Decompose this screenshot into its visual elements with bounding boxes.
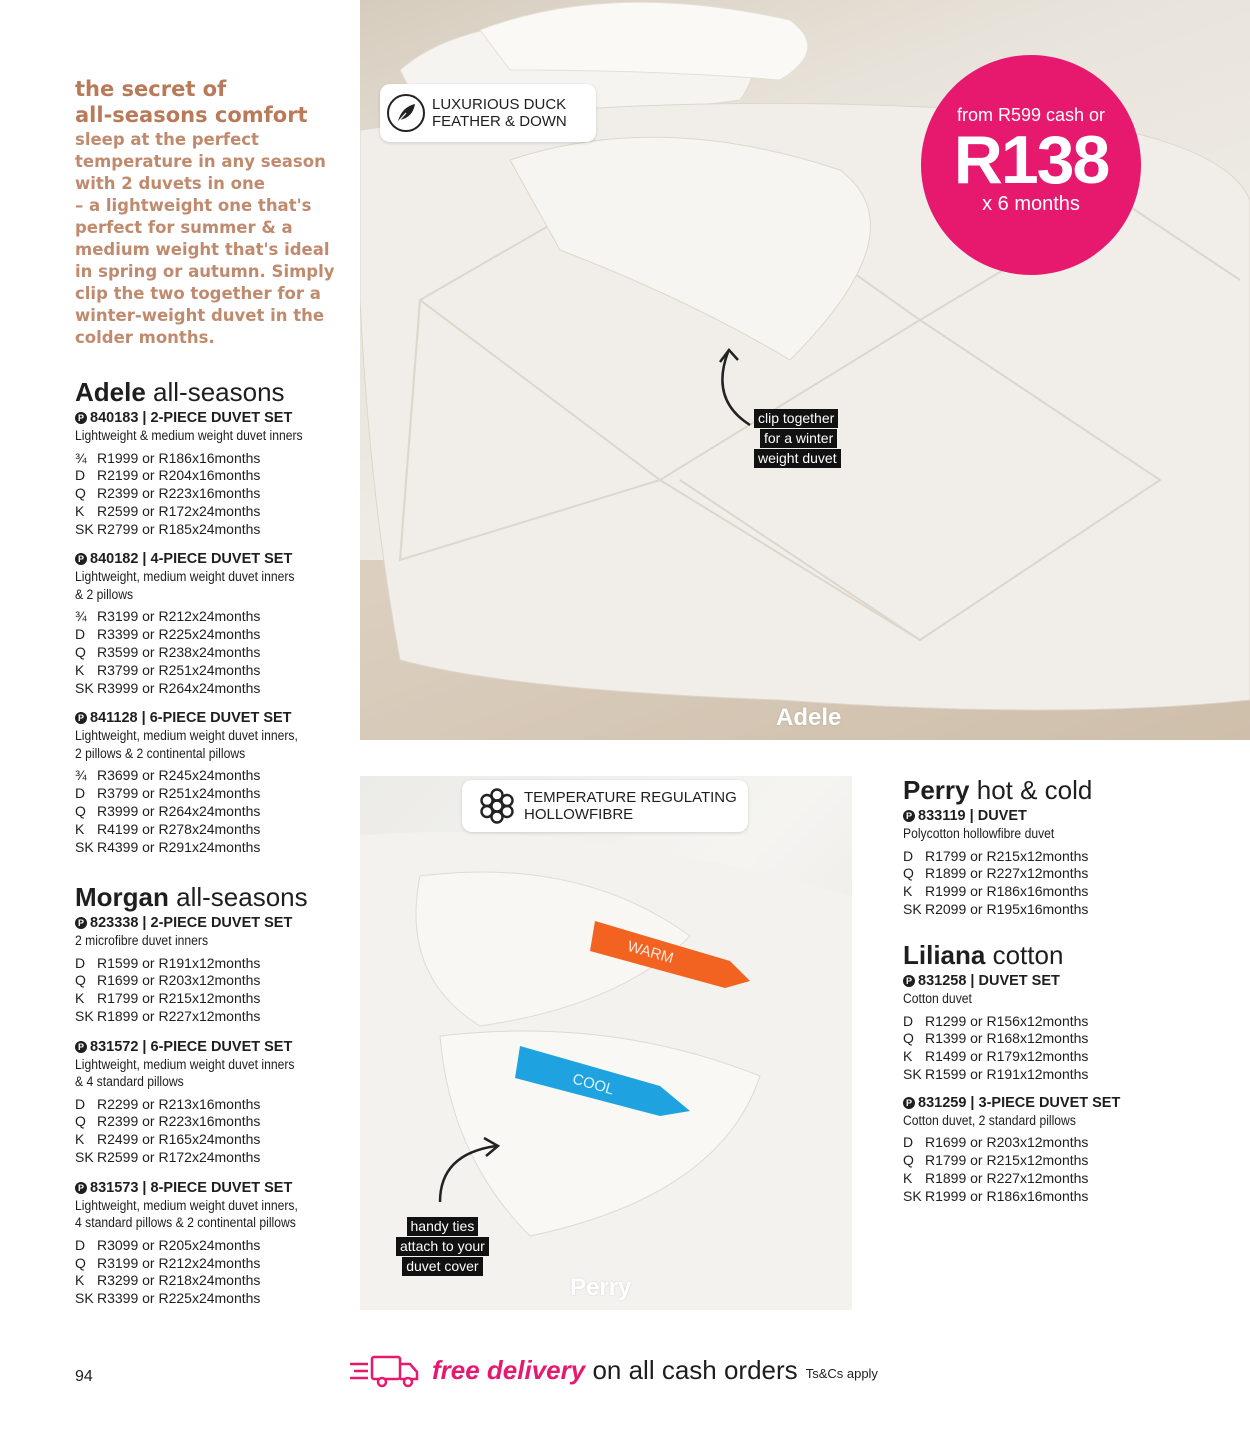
perry-product-photo	[360, 776, 852, 1310]
price-row	[75, 839, 328, 857]
price-row	[75, 803, 328, 821]
set-block	[903, 1094, 1120, 1206]
set-code-line	[75, 1038, 323, 1056]
price-row	[75, 644, 328, 662]
bed-size: Q	[903, 1030, 914, 1047]
callout-ties	[396, 1217, 489, 1277]
price-list	[903, 848, 1092, 919]
delivery-text	[432, 1355, 798, 1386]
set-name: 2-PIECE DUVET SET	[150, 410, 293, 426]
price-list	[75, 1237, 323, 1308]
delivery-free: free delivery	[432, 1354, 586, 1385]
set-description: Cotton duvet, 2 standard pillows	[903, 1112, 1076, 1128]
separator: |	[966, 973, 979, 989]
price-row	[903, 1048, 1120, 1066]
bed-size: D	[75, 626, 86, 643]
bed-size: Q	[75, 1254, 86, 1271]
set-description: Cotton duvet	[903, 991, 972, 1006]
delivery-truck-icon	[350, 1352, 420, 1388]
price-list	[903, 1134, 1120, 1205]
price-row	[903, 1030, 1120, 1048]
product-subtitle: hot & cold	[976, 775, 1093, 805]
price-row	[75, 955, 323, 973]
price-text: R3599 or R238x24months	[97, 644, 261, 661]
product-title	[75, 377, 328, 407]
product-adele	[75, 377, 328, 856]
set-description: Lightweight, medium weight duvet inners,	[75, 1197, 298, 1213]
intro-body	[75, 129, 335, 349]
separator: |	[138, 410, 151, 426]
bed-size: Q	[75, 485, 86, 502]
bed-size: D	[75, 1095, 86, 1112]
price-row	[903, 865, 1092, 883]
set-code-line	[903, 1094, 1120, 1112]
price-row	[75, 972, 323, 990]
badge-temperature	[462, 780, 748, 832]
intro-line: medium weight that's ideal	[75, 240, 330, 259]
price-text: R3999 or R264x24months	[97, 803, 261, 820]
callout-line: duvet cover	[402, 1257, 482, 1276]
image-label-perry: Perry	[570, 1274, 632, 1301]
intro-line: with 2 duvets in one	[75, 174, 265, 193]
bed-size: SK	[903, 900, 922, 917]
price-row	[75, 1149, 323, 1167]
set-name: 2-PIECE DUVET SET	[150, 915, 293, 931]
intro-line: sleep at the perfect	[75, 130, 259, 149]
set-code-line	[75, 409, 328, 427]
price-text: R1699 or R203x12months	[925, 1134, 1089, 1151]
bed-size: K	[75, 990, 85, 1007]
price-text: R3399 or R225x24months	[97, 626, 261, 643]
set-code-line	[903, 807, 1092, 825]
price-text: R1799 or R215x12months	[97, 990, 261, 1007]
price-row	[75, 1113, 323, 1131]
price-text: R3699 or R245x24months	[97, 767, 261, 784]
cool-label: COOL	[570, 1070, 617, 1099]
set-code-line	[75, 550, 328, 568]
set-code: 831573	[90, 1179, 139, 1196]
bed-size: ¾	[75, 767, 87, 784]
free-delivery-banner	[350, 1352, 878, 1388]
product-name: Adele	[75, 377, 146, 407]
bed-size: Q	[903, 865, 914, 882]
price-text: R1999 or R186x16months	[925, 1187, 1089, 1204]
price-text: R1599 or R191x12months	[925, 1065, 1089, 1082]
product-code-icon: P	[903, 975, 915, 987]
price-row	[75, 1255, 323, 1273]
bed-size: D	[903, 1134, 914, 1151]
bed-size: D	[903, 1012, 914, 1029]
price-text: R2299 or R213x16months	[97, 1095, 261, 1112]
set-name: 6-PIECE DUVET SET	[150, 1038, 293, 1055]
bed-size: ¾	[75, 608, 87, 625]
promo-line-1: from R599 cash or	[956, 105, 1106, 125]
separator: |	[138, 1179, 151, 1196]
price-row	[75, 1008, 323, 1026]
set-description: 2 microfibre duvet inners	[75, 933, 209, 948]
delivery-terms: Ts&Cs apply	[805, 1365, 878, 1381]
price-row	[903, 1134, 1120, 1152]
price-row	[75, 1272, 323, 1290]
set-code-line	[903, 972, 1120, 990]
callout-clip	[754, 409, 841, 469]
price-row	[903, 1013, 1120, 1031]
product-code-icon: P	[75, 1182, 87, 1194]
price-row	[75, 1131, 323, 1149]
set-block	[903, 807, 1092, 919]
price-text: R2199 or R204x16months	[97, 467, 261, 484]
set-block	[75, 709, 328, 856]
price-text: R3099 or R205x24months	[97, 1236, 261, 1253]
price-list	[75, 450, 328, 539]
product-name: Liliana	[903, 940, 986, 970]
set-name: 3-PIECE DUVET SET	[978, 1094, 1121, 1111]
set-code: 833119	[918, 808, 966, 824]
price-list	[75, 955, 323, 1026]
set-description: 2 pillows & 2 continental pillows	[75, 745, 246, 761]
price-row	[903, 1170, 1120, 1188]
set-description: Polycotton hollowfibre duvet	[903, 826, 1055, 841]
price-text: R1899 or R227x12months	[925, 865, 1089, 882]
intro-line: clip the two together for a	[75, 284, 321, 303]
intro-line: temperature in any season	[75, 152, 326, 171]
price-text: R3799 or R251x24months	[97, 661, 261, 678]
set-name: DUVET	[977, 808, 1027, 824]
price-text: R1399 or R168x12months	[925, 1030, 1089, 1047]
product-morgan	[75, 882, 323, 1308]
price-text: R1499 or R179x12months	[925, 1048, 1089, 1065]
price-row	[903, 1152, 1120, 1170]
price-text: R1799 or R215x12months	[925, 847, 1089, 864]
bed-size: ¾	[75, 449, 87, 466]
bed-size: D	[75, 954, 86, 971]
product-subtitle: all-seasons	[176, 882, 308, 912]
intro-heading-line-1: the secret of	[75, 77, 227, 101]
price-list	[903, 1013, 1120, 1084]
price-text: R1699 or R203x12months	[97, 972, 261, 989]
price-text: R3299 or R218x24months	[97, 1272, 261, 1289]
price-text: R2799 or R185x24months	[97, 520, 261, 537]
bed-size: Q	[75, 803, 86, 820]
set-code: 841128	[90, 710, 138, 727]
delivery-rest: on all cash orders	[592, 1354, 798, 1385]
price-text: R3999 or R264x24months	[97, 679, 261, 696]
price-text: R1999 or R186x16months	[97, 449, 261, 466]
price-row	[75, 1237, 323, 1255]
bed-size: SK	[903, 1065, 922, 1082]
set-description: Lightweight & medium weight duvet inners	[75, 428, 303, 443]
bed-size: Q	[903, 1151, 914, 1168]
set-name: 4-PIECE DUVET SET	[150, 551, 293, 568]
price-text: R1799 or R215x12months	[925, 1151, 1089, 1168]
intro-text	[75, 76, 335, 349]
set-block	[75, 1179, 323, 1308]
separator: |	[137, 710, 150, 727]
product-code-icon: P	[75, 712, 87, 724]
promo-line-3: x 6 months	[982, 193, 1080, 215]
price-row	[903, 1188, 1120, 1206]
price-text: R2599 or R172x24months	[97, 1149, 261, 1166]
price-text: R4399 or R291x24months	[97, 838, 261, 855]
product-name: Morgan	[75, 882, 169, 912]
set-description: Lightweight, medium weight duvet inners	[75, 1056, 295, 1072]
bed-size: K	[903, 1048, 913, 1065]
price-row	[75, 821, 328, 839]
price-text: R2399 or R223x16months	[97, 485, 261, 502]
badge-duck-feather	[380, 84, 596, 142]
set-block	[75, 1038, 323, 1167]
separator: |	[138, 915, 151, 931]
set-code: 823338	[90, 915, 139, 931]
callout-line: for a winter	[760, 429, 837, 448]
price-row	[75, 521, 328, 539]
intro-line: in spring or autumn. Simply	[75, 262, 335, 281]
product-title	[903, 775, 1092, 805]
set-code: 831258	[918, 973, 967, 989]
product-perry	[903, 775, 1092, 919]
bed-size: Q	[75, 1113, 86, 1130]
bed-size: D	[903, 847, 914, 864]
price-text: R2499 or R165x24months	[97, 1131, 261, 1148]
price-text: R2599 or R172x24months	[97, 502, 261, 519]
set-name: DUVET SET	[978, 973, 1060, 989]
product-subtitle: cotton	[992, 940, 1064, 970]
price-text: R4199 or R278x24months	[97, 820, 261, 837]
bed-size: SK	[75, 1290, 94, 1307]
price-list	[75, 1096, 323, 1167]
price-row	[903, 901, 1092, 919]
set-description: Lightweight, medium weight duvet inners,	[75, 728, 298, 744]
warm-label: WARM	[625, 937, 676, 968]
promo-price: R138	[953, 122, 1109, 198]
intro-line: perfect for summer & a	[75, 218, 293, 237]
product-code-icon: P	[903, 810, 915, 822]
bed-size: SK	[903, 1187, 922, 1204]
price-row	[75, 503, 328, 521]
product-title	[903, 940, 1120, 970]
price-row	[75, 1096, 323, 1114]
price-row	[903, 848, 1092, 866]
price-text: R1899 or R227x12months	[925, 1169, 1089, 1186]
bed-size: K	[75, 820, 85, 837]
price-row	[75, 485, 328, 503]
bed-size: Q	[75, 972, 86, 989]
separator: |	[138, 1038, 151, 1055]
intro-heading-line-2: all-seasons comfort	[75, 103, 308, 127]
price-row	[75, 450, 328, 468]
price-text: R3199 or R212x24months	[97, 1254, 261, 1271]
bed-size: K	[75, 1272, 85, 1289]
price-list	[75, 608, 328, 697]
product-code-icon: P	[903, 1097, 915, 1109]
price-row	[75, 1290, 323, 1308]
bed-size: D	[75, 1236, 86, 1253]
product-code-icon: P	[75, 1041, 87, 1053]
callout-line: weight duvet	[754, 449, 841, 468]
price-text: R2399 or R223x16months	[97, 1113, 261, 1130]
price-text: R1999 or R186x16months	[925, 883, 1089, 900]
product-code-icon: P	[75, 917, 87, 929]
price-row	[75, 767, 328, 785]
bed-size: K	[75, 661, 85, 678]
product-liliana	[903, 940, 1120, 1205]
price-row	[75, 626, 328, 644]
set-block	[903, 972, 1120, 1084]
bed-size: D	[75, 467, 86, 484]
price-text: R3399 or R225x24months	[97, 1290, 261, 1307]
separator: |	[965, 808, 978, 824]
set-name: 6-PIECE DUVET SET	[149, 710, 292, 727]
bed-size: Q	[75, 644, 86, 661]
price-text: R3799 or R251x24months	[97, 785, 261, 802]
price-row	[75, 467, 328, 485]
bed-size: SK	[75, 1149, 94, 1166]
product-title	[75, 882, 323, 912]
badge-text: TEMPERATURE REGULATING HOLLOWFIBRE	[524, 789, 737, 823]
promo-price-circle	[921, 55, 1141, 275]
badge-text: LUXURIOUS DUCK FEATHER & DOWN	[432, 96, 567, 130]
bed-size: K	[903, 1169, 913, 1186]
bed-size: K	[903, 883, 913, 900]
product-code-icon: P	[75, 412, 87, 424]
bed-size: D	[75, 785, 86, 802]
separator: |	[138, 551, 151, 568]
bed-size: K	[75, 1131, 85, 1148]
set-description: Lightweight, medium weight duvet inners	[75, 569, 295, 585]
set-code-line	[75, 1179, 323, 1197]
price-text: R2099 or R195x16months	[925, 900, 1089, 917]
image-label-adele: Adele	[776, 704, 842, 731]
set-code: 831572	[90, 1038, 139, 1055]
price-row	[75, 608, 328, 626]
set-code: 840182	[90, 551, 139, 568]
page-number: 94	[75, 1368, 93, 1385]
feather-icon	[386, 93, 426, 133]
set-code-line	[75, 709, 328, 727]
set-code: 831259	[918, 1094, 967, 1111]
separator: |	[966, 1094, 979, 1111]
price-text: R1599 or R191x12months	[97, 954, 261, 971]
price-row	[903, 1066, 1120, 1084]
set-code-line	[75, 914, 323, 932]
flower-fibre-icon	[476, 786, 518, 826]
bed-size: K	[75, 502, 85, 519]
product-code-icon: P	[75, 553, 87, 565]
bed-size: SK	[75, 520, 94, 537]
set-description: & 2 pillows	[75, 586, 134, 602]
callout-line: clip together	[754, 409, 838, 428]
price-row	[75, 680, 328, 698]
set-description: & 4 standard pillows	[75, 1074, 184, 1090]
intro-line: colder months.	[75, 328, 215, 347]
price-row	[75, 662, 328, 680]
price-list	[75, 767, 328, 856]
set-block	[75, 914, 323, 1026]
price-text: R1299 or R156x12months	[925, 1012, 1089, 1029]
set-block	[75, 550, 328, 697]
price-row	[75, 785, 328, 803]
bed-size: SK	[75, 1007, 94, 1024]
set-block	[75, 409, 328, 538]
set-code: 840183	[90, 410, 139, 426]
price-text: R1899 or R227x12months	[97, 1007, 261, 1024]
price-row	[75, 990, 323, 1008]
product-subtitle: all-seasons	[153, 377, 285, 407]
set-description: 4 standard pillows & 2 continental pillows	[75, 1215, 296, 1231]
callout-line: handy ties	[407, 1217, 479, 1236]
price-text: R3199 or R212x24months	[97, 608, 261, 625]
intro-line: – a lightweight one that's	[75, 196, 312, 215]
product-name: Perry	[903, 775, 970, 805]
price-row	[903, 883, 1092, 901]
bed-size: SK	[75, 838, 94, 855]
bed-size: SK	[75, 679, 94, 696]
set-name: 8-PIECE DUVET SET	[150, 1179, 293, 1196]
intro-line: winter-weight duvet in the	[75, 306, 325, 325]
callout-line: attach to your	[396, 1237, 489, 1256]
